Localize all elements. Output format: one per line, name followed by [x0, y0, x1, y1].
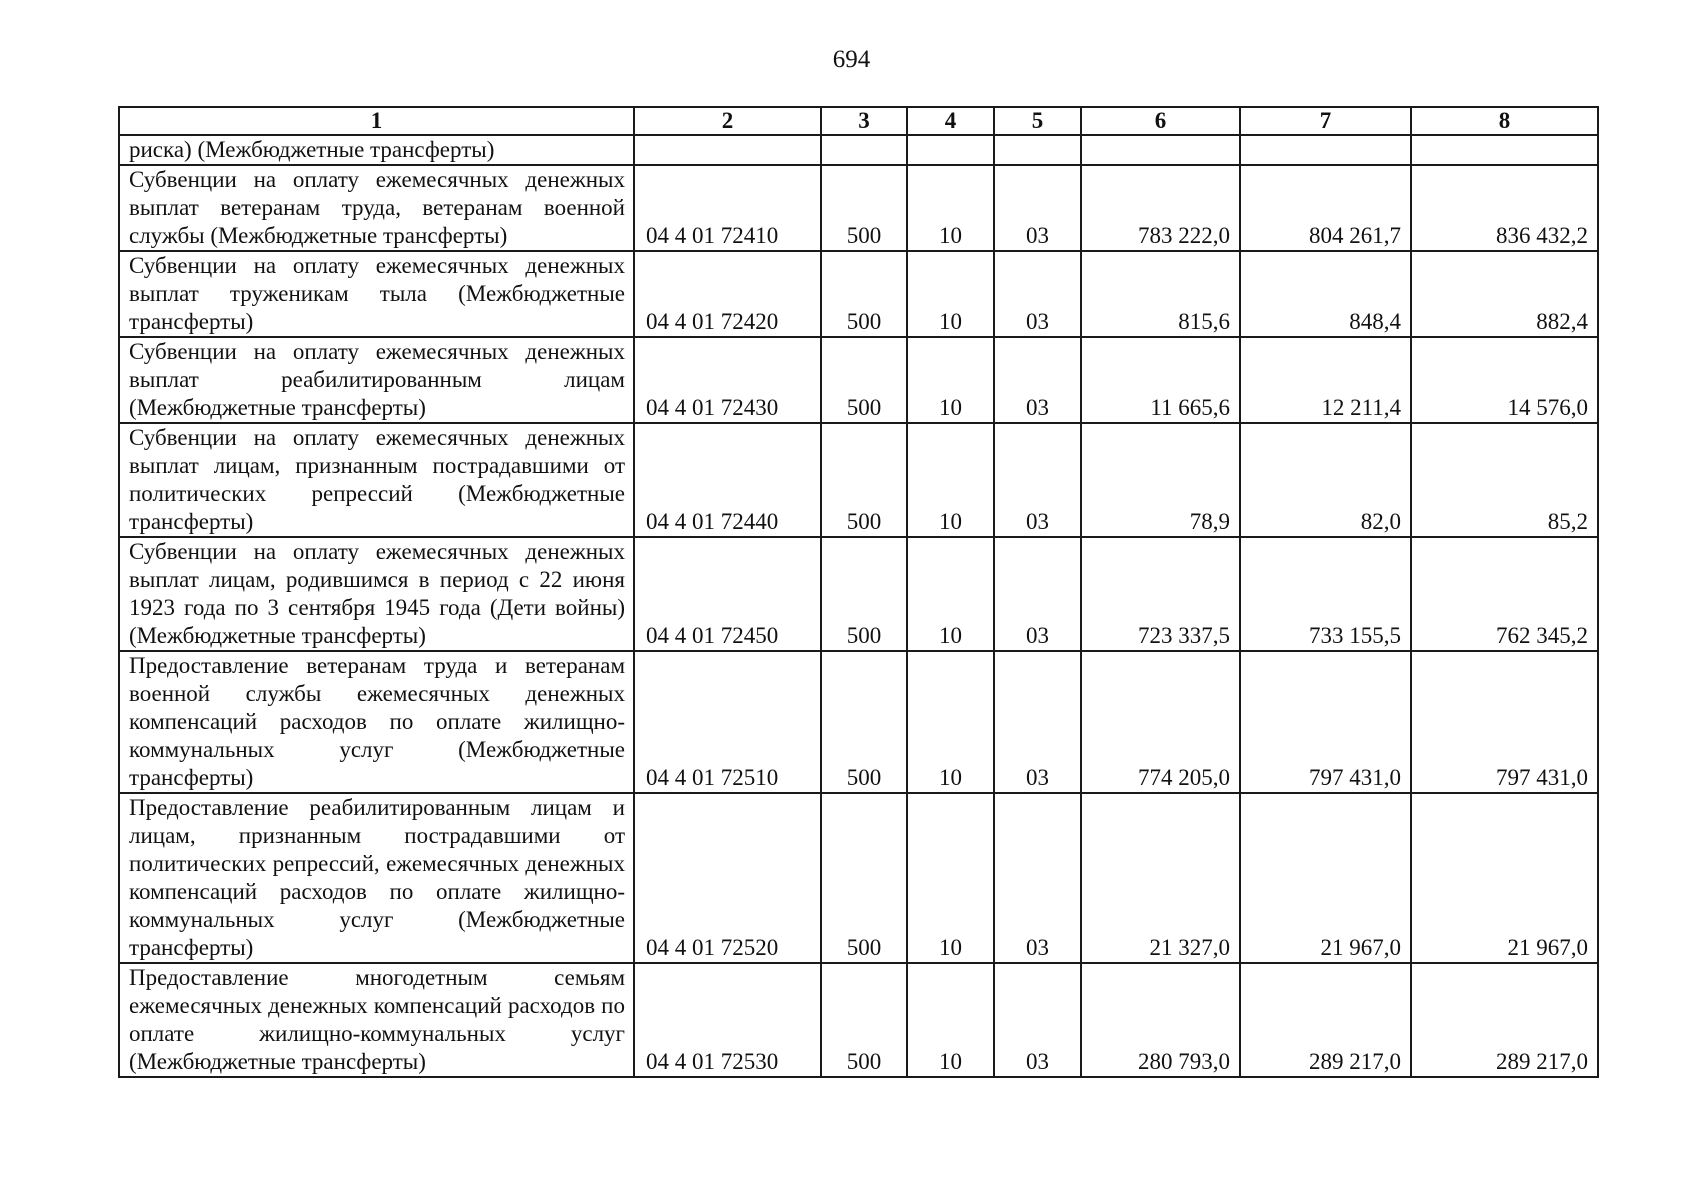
row-value-6: 11 665,6 [1081, 337, 1240, 423]
row-value-8: 797 431,0 [1411, 651, 1598, 793]
row-c5: 03 [994, 537, 1081, 651]
row-c5: 03 [994, 165, 1081, 251]
row-value-6: 280 793,0 [1081, 963, 1240, 1077]
row-code: 04 4 01 72510 [634, 651, 821, 793]
table-row [119, 337, 1598, 423]
row-c5: 03 [994, 251, 1081, 337]
row-value-6: 723 337,5 [1081, 537, 1240, 651]
row-c4: 10 [907, 423, 994, 537]
table-row [119, 963, 1598, 1077]
table-row [119, 651, 1598, 793]
row-c5: 03 [994, 651, 1081, 793]
row-c3: 500 [821, 165, 907, 251]
row-c5: 03 [994, 423, 1081, 537]
row-value-7: 21 967,0 [1240, 793, 1411, 963]
row-c4 [907, 135, 994, 165]
page-number: 694 [832, 46, 871, 73]
row-c5: 03 [994, 963, 1081, 1077]
row-value-8: 85,2 [1411, 423, 1598, 537]
row-c3: 500 [821, 963, 907, 1077]
row-value-8: 21 967,0 [1411, 793, 1598, 963]
column-header: 8 [1411, 107, 1598, 135]
row-c3: 500 [821, 537, 907, 651]
table-row [119, 793, 1598, 963]
row-description: риска) (Межбюджетные трансферты) [119, 135, 634, 165]
row-code: 04 4 01 72520 [634, 793, 821, 963]
row-c4: 10 [907, 537, 994, 651]
row-value-8: 762 345,2 [1411, 537, 1598, 651]
row-description: Субвенции на оплату ежемесячных денежных выплат реабилитированным лицам (Межбюджетные трансферты) [119, 337, 634, 423]
row-description: Субвенции на оплату ежемесячных денежных выплат труженикам тыла (Межбюджетные трансферты) [119, 251, 634, 337]
row-code: 04 4 01 72430 [634, 337, 821, 423]
row-c4: 10 [907, 251, 994, 337]
row-code: 04 4 01 72440 [634, 423, 821, 537]
row-description: Субвенции на оплату ежемесячных денежных выплат лицам, признанным пострадавшими от политических репрессий (Межбюджетные трансферты) [119, 423, 634, 537]
row-value-8: 836 432,2 [1411, 165, 1598, 251]
row-c5 [994, 135, 1081, 165]
row-value-7: 797 431,0 [1240, 651, 1411, 793]
row-value-7: 804 261,7 [1240, 165, 1411, 251]
row-value-6: 21 327,0 [1081, 793, 1240, 963]
row-value-6: 783 222,0 [1081, 165, 1240, 251]
row-c3: 500 [821, 423, 907, 537]
row-value-6: 815,6 [1081, 251, 1240, 337]
row-value-7: 848,4 [1240, 251, 1411, 337]
row-c4: 10 [907, 337, 994, 423]
table-row [119, 537, 1598, 651]
row-code: 04 4 01 72450 [634, 537, 821, 651]
row-value-8: 289 217,0 [1411, 963, 1598, 1077]
table-row [119, 423, 1598, 537]
row-c5: 03 [994, 793, 1081, 963]
row-description: Предоставление реабилитированным лицам и лицам, признанным пострадавшими от политических репрессий, ежемесячных денежных компенсаций расходов по оплате жилищно-коммунальных услуг (Межбюджетные трансферты) [119, 793, 634, 963]
row-c4: 10 [907, 793, 994, 963]
column-header: 2 [634, 107, 821, 135]
row-description: Предоставление многодетным семьям ежемесячных денежных компенсаций расходов по оплате жилищно-коммунальных услуг (Межбюджетные трансферты) [119, 963, 634, 1077]
table-row [119, 135, 1598, 165]
row-c3: 500 [821, 251, 907, 337]
column-header: 4 [907, 107, 994, 135]
row-c3 [821, 135, 907, 165]
row-code: 04 4 01 72530 [634, 963, 821, 1077]
row-value-7: 733 155,5 [1240, 537, 1411, 651]
row-description: Субвенции на оплату ежемесячных денежных выплат лицам, родившимся в период с 22 июня 1923 года по 3 сентября 1945 года (Дети войны) (Межбюджетные трансферты) [119, 537, 634, 651]
row-value-8 [1411, 135, 1598, 165]
row-value-8: 14 576,0 [1411, 337, 1598, 423]
column-header: 7 [1240, 107, 1411, 135]
column-header: 5 [994, 107, 1081, 135]
column-header: 1 [119, 107, 634, 135]
table-header-row [119, 107, 1598, 135]
row-value-7: 82,0 [1240, 423, 1411, 537]
row-value-8: 882,4 [1411, 251, 1598, 337]
row-c3: 500 [821, 337, 907, 423]
table-row [119, 251, 1598, 337]
row-c4: 10 [907, 963, 994, 1077]
budget-table [118, 106, 1599, 1078]
row-c3: 500 [821, 793, 907, 963]
row-c4: 10 [907, 165, 994, 251]
row-description: Субвенции на оплату ежемесячных денежных выплат ветеранам труда, ветеранам военной службы (Межбюджетные трансферты) [119, 165, 634, 251]
table-row [119, 165, 1598, 251]
row-code: 04 4 01 72420 [634, 251, 821, 337]
row-value-6 [1081, 135, 1240, 165]
row-description: Предоставление ветеранам труда и ветеранам военной службы ежемесячных денежных компенсаций расходов по оплате жилищно-коммунальных услуг (Межбюджетные трансферты) [119, 651, 634, 793]
row-code: 04 4 01 72410 [634, 165, 821, 251]
row-c5: 03 [994, 337, 1081, 423]
column-header: 3 [821, 107, 907, 135]
row-c4: 10 [907, 651, 994, 793]
row-value-7: 289 217,0 [1240, 963, 1411, 1077]
row-code [634, 135, 821, 165]
row-value-7: 12 211,4 [1240, 337, 1411, 423]
row-c3: 500 [821, 651, 907, 793]
row-value-6: 78,9 [1081, 423, 1240, 537]
column-header: 6 [1081, 107, 1240, 135]
row-value-6: 774 205,0 [1081, 651, 1240, 793]
row-value-7 [1240, 135, 1411, 165]
